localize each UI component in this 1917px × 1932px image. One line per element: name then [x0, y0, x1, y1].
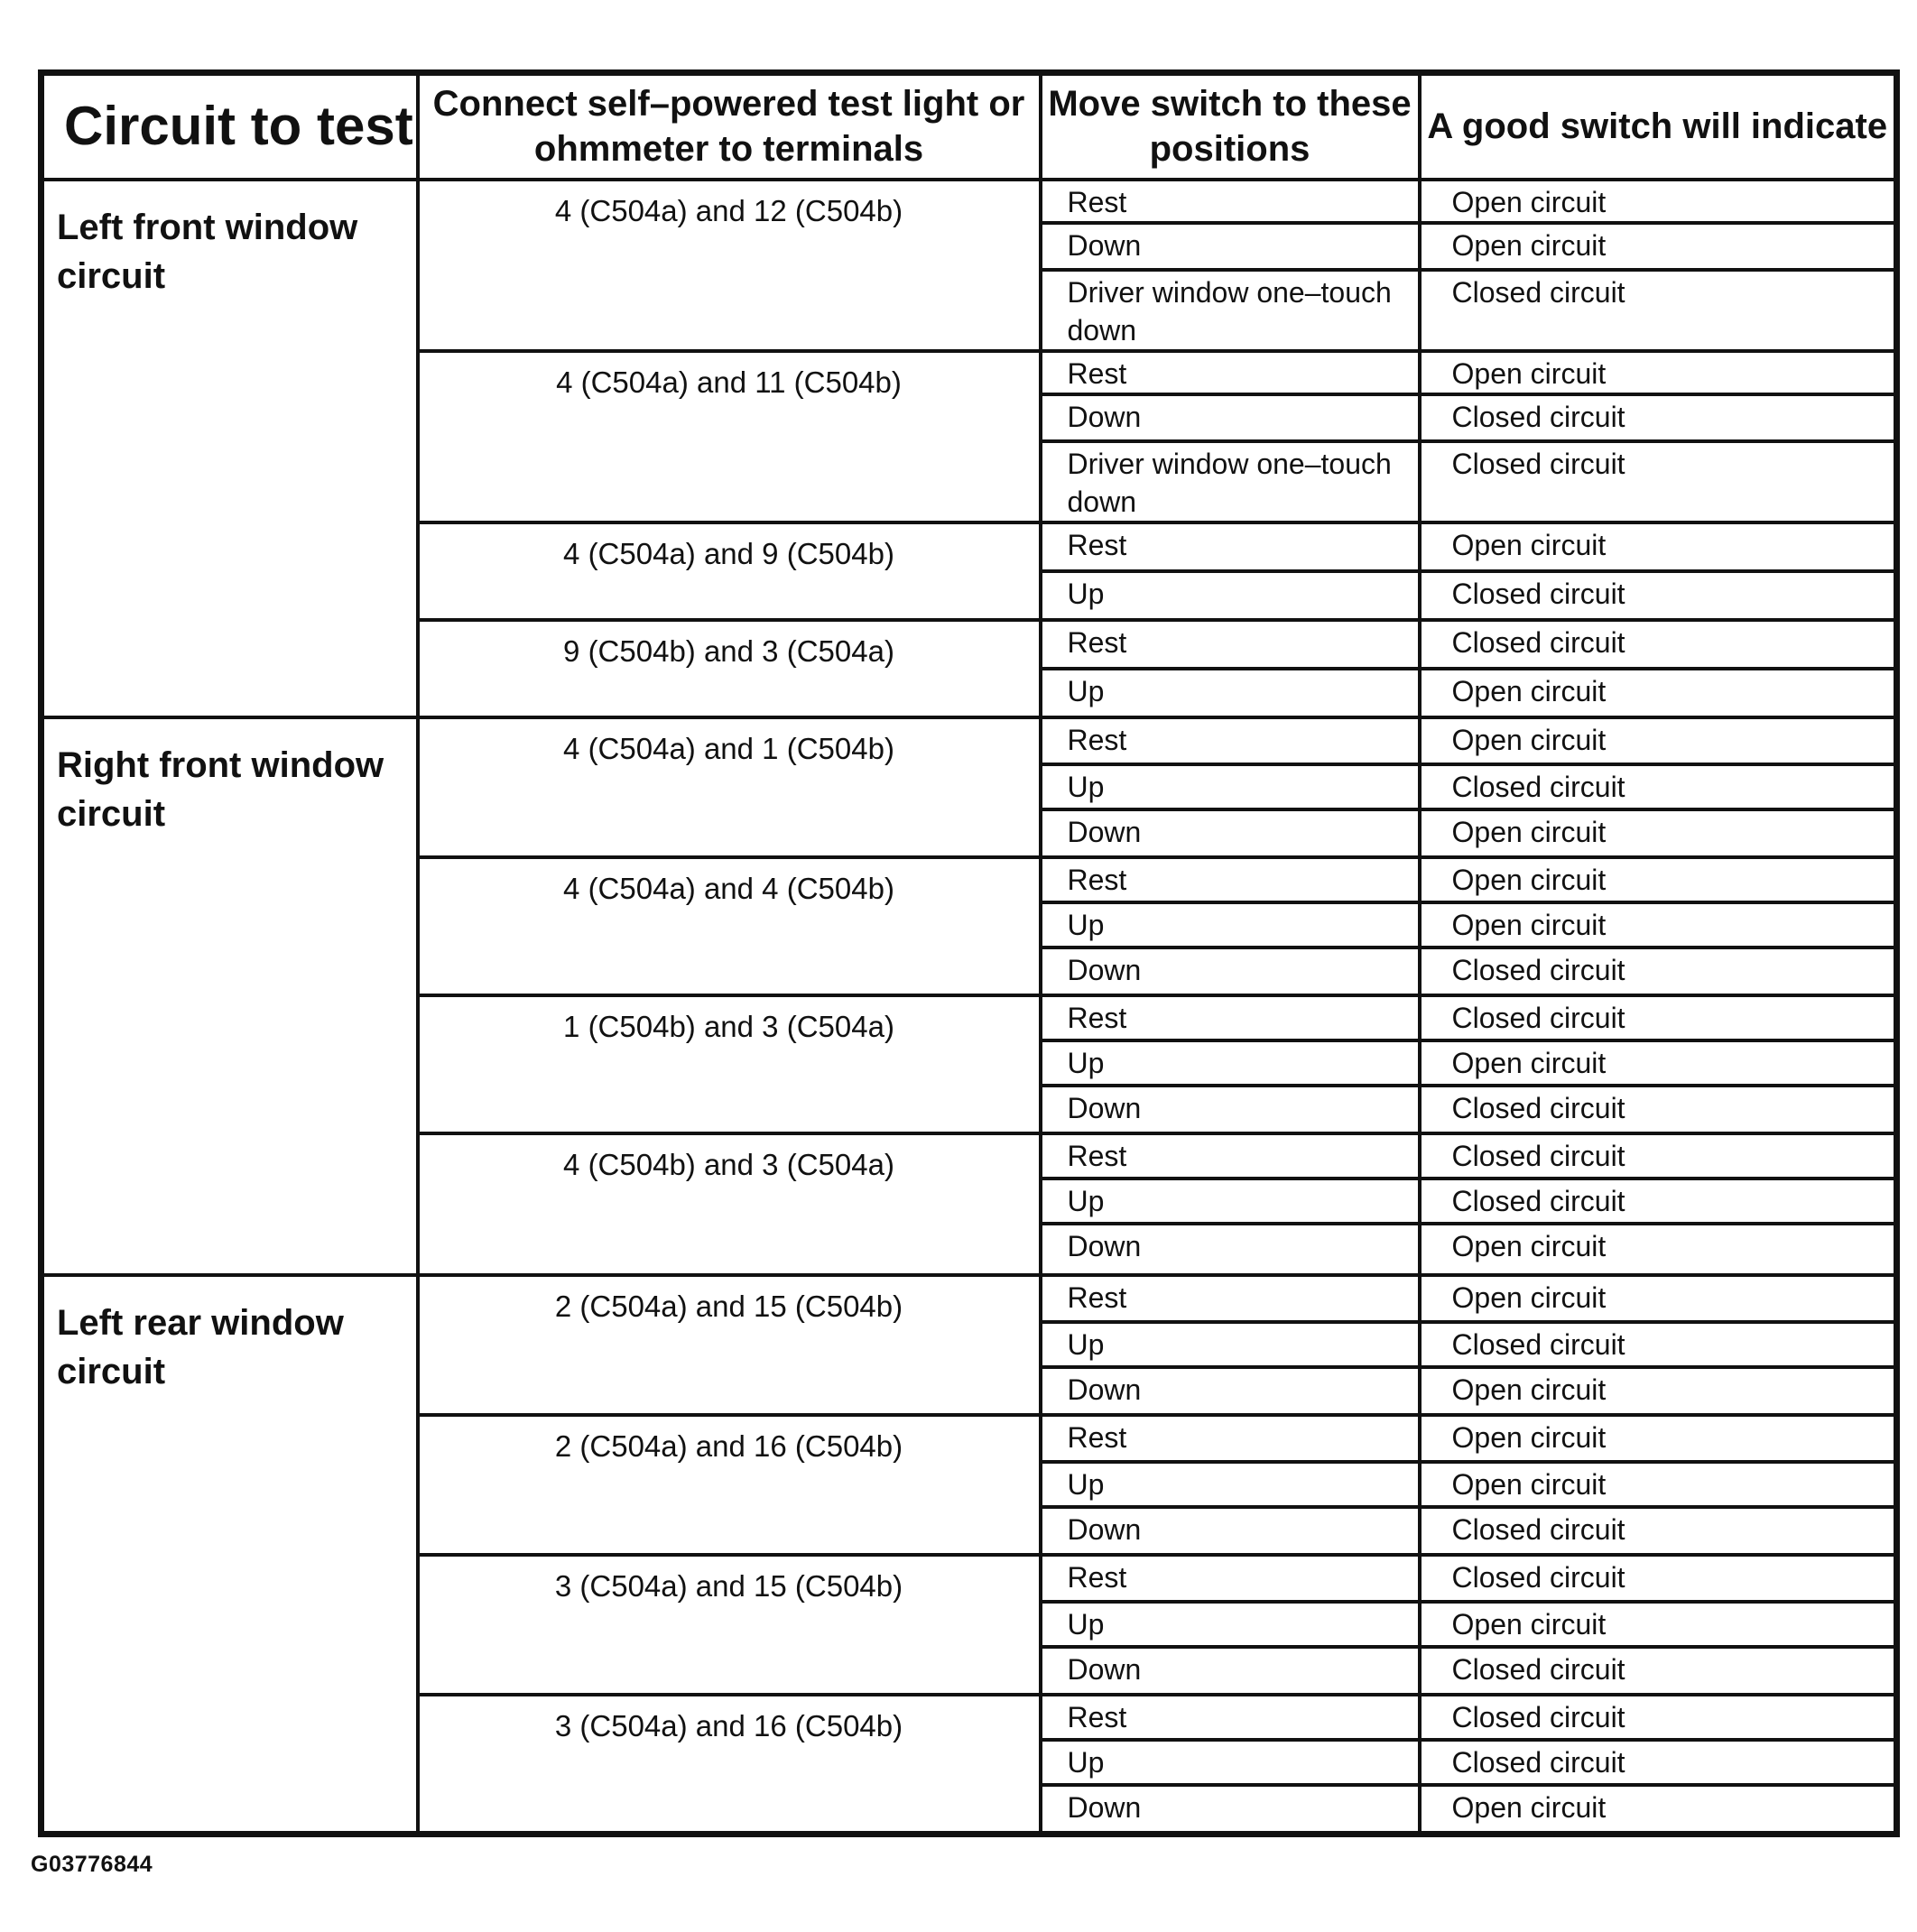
- switch-position: Up: [1041, 1322, 1420, 1367]
- expected-result: Open circuit: [1420, 351, 1897, 394]
- expected-result: Closed circuit: [1420, 1647, 1897, 1695]
- switch-position: Rest: [1041, 620, 1420, 669]
- expected-result: Closed circuit: [1420, 270, 1897, 351]
- terminal-pair: 4 (C504a) and 11 (C504b): [418, 351, 1041, 522]
- expected-result: Closed circuit: [1420, 441, 1897, 522]
- switch-position: Up: [1041, 571, 1420, 620]
- switch-test-table: [38, 69, 1900, 1837]
- expected-result: Closed circuit: [1420, 1179, 1897, 1224]
- switch-position: Down: [1041, 1785, 1420, 1835]
- switch-position: Down: [1041, 1086, 1420, 1133]
- switch-position: Driver window one–touch down: [1041, 270, 1420, 351]
- switch-position: Up: [1041, 1740, 1420, 1785]
- header-row: [42, 73, 1897, 180]
- switch-position: Down: [1041, 948, 1420, 995]
- table-body: [42, 180, 1897, 1835]
- switch-position: Rest: [1041, 1275, 1420, 1322]
- switch-position: Up: [1041, 902, 1420, 948]
- expected-result: Closed circuit: [1420, 1555, 1897, 1602]
- expected-result: Closed circuit: [1420, 571, 1897, 620]
- expected-result: Open circuit: [1420, 669, 1897, 717]
- expected-result: Closed circuit: [1420, 1133, 1897, 1179]
- switch-position: Down: [1041, 1507, 1420, 1555]
- terminal-pair: 3 (C504a) and 16 (C504b): [418, 1695, 1041, 1835]
- terminal-pair: 1 (C504b) and 3 (C504a): [418, 995, 1041, 1133]
- header-circuit-to-test: Circuit to test: [42, 73, 418, 180]
- circuit-name: Left front window circuit: [42, 180, 418, 717]
- switch-position: Rest: [1041, 1555, 1420, 1602]
- switch-position: Down: [1041, 1647, 1420, 1695]
- expected-result: Closed circuit: [1420, 1507, 1897, 1555]
- table-row: [42, 1275, 1897, 1322]
- terminal-pair: 4 (C504b) and 3 (C504a): [418, 1133, 1041, 1275]
- terminal-pair: 4 (C504a) and 12 (C504b): [418, 180, 1041, 351]
- terminal-pair: 4 (C504a) and 4 (C504b): [418, 857, 1041, 995]
- switch-position: Rest: [1041, 857, 1420, 902]
- switch-position: Down: [1041, 394, 1420, 441]
- switch-position: Up: [1041, 1462, 1420, 1507]
- expected-result: Open circuit: [1420, 180, 1897, 223]
- switch-position: Rest: [1041, 995, 1420, 1040]
- terminal-pair: 3 (C504a) and 15 (C504b): [418, 1555, 1041, 1695]
- header-terminals: Connect self–powered test light or ohmmeter to terminals: [418, 73, 1041, 180]
- table-row: [42, 717, 1897, 764]
- expected-result: Closed circuit: [1420, 948, 1897, 995]
- expected-result: Closed circuit: [1420, 620, 1897, 669]
- switch-position: Up: [1041, 669, 1420, 717]
- expected-result: Open circuit: [1420, 1602, 1897, 1647]
- terminal-pair: 2 (C504a) and 16 (C504b): [418, 1415, 1041, 1555]
- switch-position: Rest: [1041, 717, 1420, 764]
- switch-position: Driver window one–touch down: [1041, 441, 1420, 522]
- expected-result: Open circuit: [1420, 1415, 1897, 1462]
- switch-position: Rest: [1041, 522, 1420, 571]
- switch-position: Down: [1041, 1367, 1420, 1415]
- expected-result: Open circuit: [1420, 1275, 1897, 1322]
- switch-position: Down: [1041, 223, 1420, 270]
- switch-position: Rest: [1041, 180, 1420, 223]
- switch-position: Rest: [1041, 1133, 1420, 1179]
- expected-result: Open circuit: [1420, 902, 1897, 948]
- header-switch-positions: Move switch to these positions: [1041, 73, 1420, 180]
- switch-position: Rest: [1041, 1415, 1420, 1462]
- expected-result: Open circuit: [1420, 1224, 1897, 1275]
- expected-result: Closed circuit: [1420, 764, 1897, 809]
- switch-position: Up: [1041, 1040, 1420, 1086]
- expected-result: Open circuit: [1420, 857, 1897, 902]
- table-row: [42, 180, 1897, 223]
- switch-position: Up: [1041, 1602, 1420, 1647]
- circuit-name: Left rear window circuit: [42, 1275, 418, 1835]
- switch-position: Down: [1041, 809, 1420, 857]
- expected-result: Closed circuit: [1420, 995, 1897, 1040]
- expected-result: Open circuit: [1420, 1040, 1897, 1086]
- expected-result: Closed circuit: [1420, 1086, 1897, 1133]
- expected-result: Closed circuit: [1420, 1322, 1897, 1367]
- terminal-pair: 4 (C504a) and 1 (C504b): [418, 717, 1041, 857]
- terminal-pair: 2 (C504a) and 15 (C504b): [418, 1275, 1041, 1415]
- switch-position: Up: [1041, 1179, 1420, 1224]
- expected-result: Open circuit: [1420, 223, 1897, 270]
- circuit-name: Right front window circuit: [42, 717, 418, 1275]
- expected-result: Closed circuit: [1420, 1695, 1897, 1740]
- expected-result: Open circuit: [1420, 522, 1897, 571]
- expected-result: Open circuit: [1420, 1785, 1897, 1835]
- switch-position: Down: [1041, 1224, 1420, 1275]
- terminal-pair: 4 (C504a) and 9 (C504b): [418, 522, 1041, 620]
- header-good-switch-indicates: A good switch will indicate: [1420, 73, 1897, 180]
- expected-result: Open circuit: [1420, 1462, 1897, 1507]
- switch-position: Up: [1041, 764, 1420, 809]
- expected-result: Open circuit: [1420, 809, 1897, 857]
- figure-id: G03776844: [31, 1852, 153, 1877]
- terminal-pair: 9 (C504b) and 3 (C504a): [418, 620, 1041, 717]
- expected-result: Open circuit: [1420, 717, 1897, 764]
- expected-result: Closed circuit: [1420, 1740, 1897, 1785]
- switch-position: Rest: [1041, 351, 1420, 394]
- expected-result: Open circuit: [1420, 1367, 1897, 1415]
- expected-result: Closed circuit: [1420, 394, 1897, 441]
- switch-position: Rest: [1041, 1695, 1420, 1740]
